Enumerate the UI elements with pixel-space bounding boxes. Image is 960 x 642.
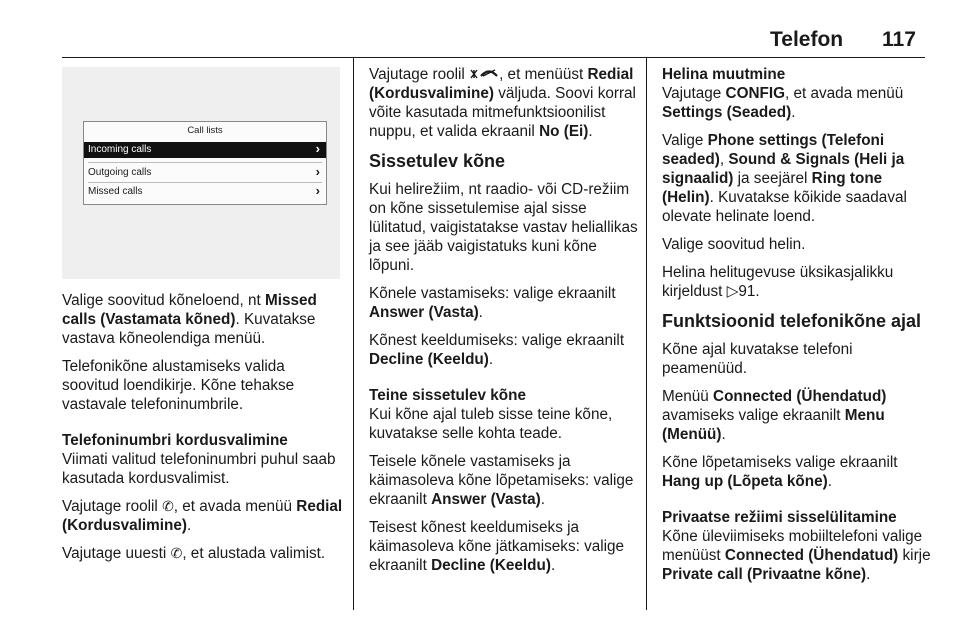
text: Vajutage roolil <box>369 66 470 83</box>
text: . <box>550 557 556 574</box>
text: Helina helitugevuse üksikasjalikku kirjeldust <box>662 264 894 300</box>
paragraph: Kui kõne ajal tuleb sisse teine kõne, kuvatakse selle kohta teade. <box>369 406 613 442</box>
menu-term: Answer (Vasta) <box>431 491 541 508</box>
column-3 <box>662 65 932 593</box>
text: Valige soovitud kõneloend, nt <box>62 292 265 309</box>
text: . Kuvatakse vastava kõneolendiga menüü. <box>62 311 316 347</box>
row-divider <box>88 182 322 183</box>
text: Vajutage uuesti <box>62 545 171 562</box>
paragraph <box>662 131 932 226</box>
text: Valige <box>662 132 708 149</box>
paragraph <box>662 453 932 491</box>
menu-term: Connected (Ühendatud) <box>724 547 899 564</box>
menu-term: Redial (Kordusvalimine) <box>62 498 343 534</box>
list-item-label: Missed calls <box>88 186 143 197</box>
phone-handset-icon: ✆ <box>162 498 174 514</box>
text: , et alustada valimist. <box>182 545 326 562</box>
heading-in-call-functions: Funktsioonid telefonikõne ajal <box>662 311 922 331</box>
page-reference-link[interactable]: 91. <box>738 283 760 300</box>
text: . <box>827 473 832 490</box>
menu-term: Redial (Kordusvalimine) <box>369 66 634 102</box>
menu-term: Phone settings (Telefoni seaded) <box>662 132 885 168</box>
text: , <box>719 151 729 168</box>
text: . <box>186 517 192 534</box>
list-item-outgoing-calls[interactable] <box>84 165 326 181</box>
column-divider <box>646 58 647 610</box>
subheading-private-mode: Privaatse režiimi sisselülitamine <box>662 509 897 526</box>
column-1 <box>62 291 344 572</box>
heading-incoming-call: Sissetulev kõne <box>369 151 506 171</box>
column-2 <box>369 65 641 584</box>
chevron-right-icon: › <box>315 141 320 156</box>
text: Vajutage <box>662 85 726 102</box>
call-lists-screen <box>83 121 327 205</box>
text: Menüü <box>662 388 714 405</box>
menu-term: Answer (Vasta) <box>369 304 479 321</box>
list-item-label: Incoming calls <box>88 144 152 155</box>
list-item-label: Outgoing calls <box>88 167 152 178</box>
paragraph: Valige soovitud helin. <box>662 236 806 253</box>
text: Teisele kõnele vastamiseks ja käimasoleva kõne lõpetamiseks: valige ekraanilt <box>369 453 634 508</box>
menu-term: No (Ei) <box>539 123 589 140</box>
text: Vajutage roolil <box>62 498 163 515</box>
text: . <box>488 351 494 368</box>
text: . <box>478 304 483 321</box>
menu-term: Ring tone (Helin) <box>662 170 883 206</box>
subheading-second-call: Teine sissetulev kõne <box>369 387 527 404</box>
menu-term: Menu (Menüü) <box>662 407 885 443</box>
text: ja seejärel <box>733 170 812 187</box>
paragraph <box>369 284 641 322</box>
text: Kõnest keeldumiseks: valige ekraanilt <box>369 332 625 349</box>
row-divider <box>88 162 322 163</box>
paragraph <box>662 263 932 301</box>
page-number: 117 <box>882 28 916 51</box>
text: . <box>588 123 593 140</box>
text: . <box>866 566 871 583</box>
chevron-right-icon: › <box>315 164 320 179</box>
menu-term: Settings (Seaded) <box>662 104 792 121</box>
menu-term: Hang up (Lõpeta kõne) <box>662 473 828 490</box>
phone-handset-icon: ✆ <box>170 545 183 561</box>
menu-term: Private call (Privaatne kõne) <box>662 566 867 583</box>
paragraph <box>369 452 641 509</box>
text: , et avada menüü <box>173 498 297 515</box>
text: . <box>540 491 545 508</box>
paragraph <box>369 65 641 141</box>
text: , et menüüst <box>499 66 588 83</box>
header-rule <box>62 57 925 58</box>
text: Kõnele vastamiseks: valige ekraanilt <box>369 285 616 302</box>
menu-term: Decline (Keeldu) <box>431 557 551 574</box>
subheading-redial: Telefoninumbri kordusvalimine <box>62 432 288 449</box>
paragraph <box>62 291 344 348</box>
column-divider <box>353 58 354 610</box>
paragraph <box>369 518 641 575</box>
subheading-ringtone: Helina muutmine <box>662 66 786 83</box>
list-item-incoming-calls[interactable] <box>84 142 326 158</box>
paragraph: Kõne ajal kuvatakse telefoni peamenüüd. <box>662 341 853 377</box>
page-header <box>0 0 960 58</box>
text: avamiseks valige ekraanilt <box>662 407 845 424</box>
text: . <box>791 104 796 121</box>
paragraph: Telefonikõne alustamiseks valida soovitud loendikirje. Kõne tehakse vastavale telefoninumbrile. <box>62 358 295 413</box>
paragraph <box>369 331 641 369</box>
menu-term: CONFIG <box>725 85 786 102</box>
text: Kõne lõpetamiseks valige ekraanilt <box>662 454 898 471</box>
text: Teisest kõnest keeldumiseks ja käimasoleva kõne jätkamiseks: valige ekraanilt <box>369 519 625 574</box>
text: väljuda. Soovi korral võite kasutada mitmefunktsioonilist nuppu, et valida ekraanil <box>369 85 636 140</box>
paragraph <box>662 527 932 584</box>
menu-term: Sound & Signals (Heli ja signaalid) <box>662 151 905 187</box>
paragraph <box>662 84 932 122</box>
menu-term: Decline (Keeldu) <box>369 351 489 368</box>
text: Kõne üleviimiseks mobiiltelefoni valige menüüst <box>662 528 923 564</box>
menu-term: Connected (Ühendatud) <box>713 388 887 405</box>
paragraph <box>662 387 932 444</box>
text: , et avada menüü <box>785 85 904 102</box>
page-ref-icon: ▷ <box>726 283 739 300</box>
text: kirje <box>898 547 931 564</box>
phone-mute-icon <box>469 66 499 83</box>
menu-term: Missed calls (Vastamata kõned) <box>62 292 317 328</box>
screen-title: Call lists <box>187 125 223 136</box>
paragraph <box>62 544 344 563</box>
call-lists-figure <box>62 67 340 279</box>
list-item-missed-calls[interactable] <box>84 184 326 200</box>
paragraph: Viimati valitud telefoninumbri puhul saab kasutada kordusvalimist. <box>62 451 336 487</box>
text: . Kuvatakse kõikide saadaval olevate helinate loend. <box>662 189 907 225</box>
text: . <box>721 426 726 443</box>
chevron-right-icon: › <box>315 183 320 198</box>
section-title: Telefon <box>770 28 844 51</box>
paragraph: Kui helirežiim, nt raadio- või CD-režiim on kõne sissetulemise ajal sisse lülitatud, vaigistatakse vastav heliallikas ja see jääb vaigistatuks kuni kõne lõpuni. <box>369 181 638 274</box>
paragraph <box>62 497 344 535</box>
